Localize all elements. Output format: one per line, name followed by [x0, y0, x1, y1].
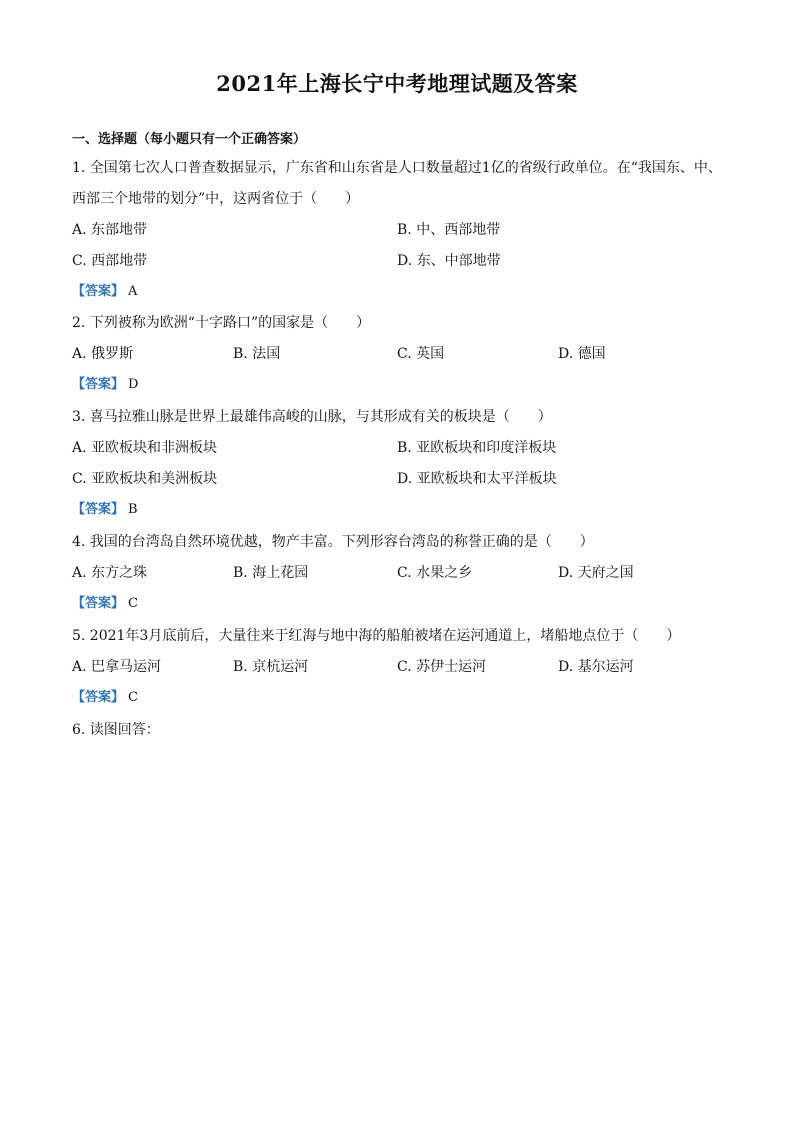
- answer-tag: 【答案】: [72, 377, 125, 392]
- question-2-option-a: A. 俄罗斯: [72, 346, 134, 362]
- question-4-option-d: D. 天府之国: [558, 565, 634, 581]
- answer-tag: 【答案】: [72, 596, 125, 611]
- question-5-option-c: C. 苏伊士运河: [397, 659, 487, 675]
- answer-value: C: [128, 690, 138, 705]
- question-5: 5. 2021年3月底前后，大量往来于红海与地中海的船舶被堵在运河通道上，堵船地点位于（ ）: [72, 628, 681, 644]
- question-1-line-2: 西部三个地带的划分”中，这两省位于（ ）: [72, 191, 360, 207]
- question-5-answer: [72, 689, 138, 707]
- answer-value: A: [128, 284, 138, 299]
- answer-tag: 【答案】: [72, 284, 125, 299]
- document-title: 2021年上海长宁中考地理试题及答案: [216, 71, 578, 96]
- question-6: 6. 读图回答：: [72, 722, 160, 738]
- question-5-option-d: D. 基尔运河: [558, 659, 634, 675]
- question-4-option-b: B. 海上花园: [233, 565, 309, 581]
- question-4-answer: [72, 595, 138, 613]
- question-1-line-1: 1. 全国第七次人口普查数据显示，广东省和山东省是人口数量超过1亿的省级行政单位。在“我国东、中、: [72, 160, 722, 176]
- answer-tag: 【答案】: [72, 502, 125, 517]
- question-1-option-d: D. 东、中部地带: [397, 253, 501, 269]
- question-2-option-d: D. 德国: [558, 346, 606, 362]
- question-4: 4. 我国的台湾岛自然环境优越，物产丰富。下列形容台湾岛的称誉正确的是（ ）: [72, 534, 594, 550]
- question-3-option-b: B. 亚欧板块和印度洋板块: [397, 440, 557, 456]
- question-4-option-c: C. 水果之乡: [397, 565, 473, 581]
- question-2-answer: [72, 376, 138, 394]
- question-5-option-b: B. 京杭运河: [233, 659, 309, 675]
- question-3-option-c: C. 亚欧板块和美洲板块: [72, 471, 218, 487]
- question-1-option-c: C. 西部地带: [72, 253, 148, 269]
- answer-value: C: [128, 596, 138, 611]
- question-1-answer: [72, 283, 137, 301]
- question-2-option-c: C. 英国: [397, 346, 445, 362]
- question-3: 3. 喜马拉雅山脉是世界上最雄伟高峻的山脉，与其形成有关的板块是（ ）: [72, 409, 552, 425]
- question-3-option-d: D. 亚欧板块和太平洋板块: [397, 471, 557, 487]
- question-5-option-a: A. 巴拿马运河: [72, 659, 162, 675]
- question-1-option-a: A. 东部地带: [72, 222, 148, 238]
- answer-value: D: [128, 377, 139, 392]
- answer-tag: 【答案】: [72, 690, 125, 705]
- question-4-option-a: A. 东方之珠: [72, 565, 148, 581]
- question-2-option-b: B. 法国: [233, 346, 281, 362]
- question-3-answer: [72, 501, 138, 519]
- question-2: 2. 下列被称为欧洲“十字路口”的国家是（ ）: [72, 315, 371, 331]
- question-3-option-a: A. 亚欧板块和非洲板块: [72, 440, 218, 456]
- answer-value: B: [128, 502, 138, 517]
- question-1-option-b: B. 中、西部地带: [397, 222, 501, 238]
- section-heading: 一、选择题（每小题只有一个正确答案）: [72, 132, 307, 147]
